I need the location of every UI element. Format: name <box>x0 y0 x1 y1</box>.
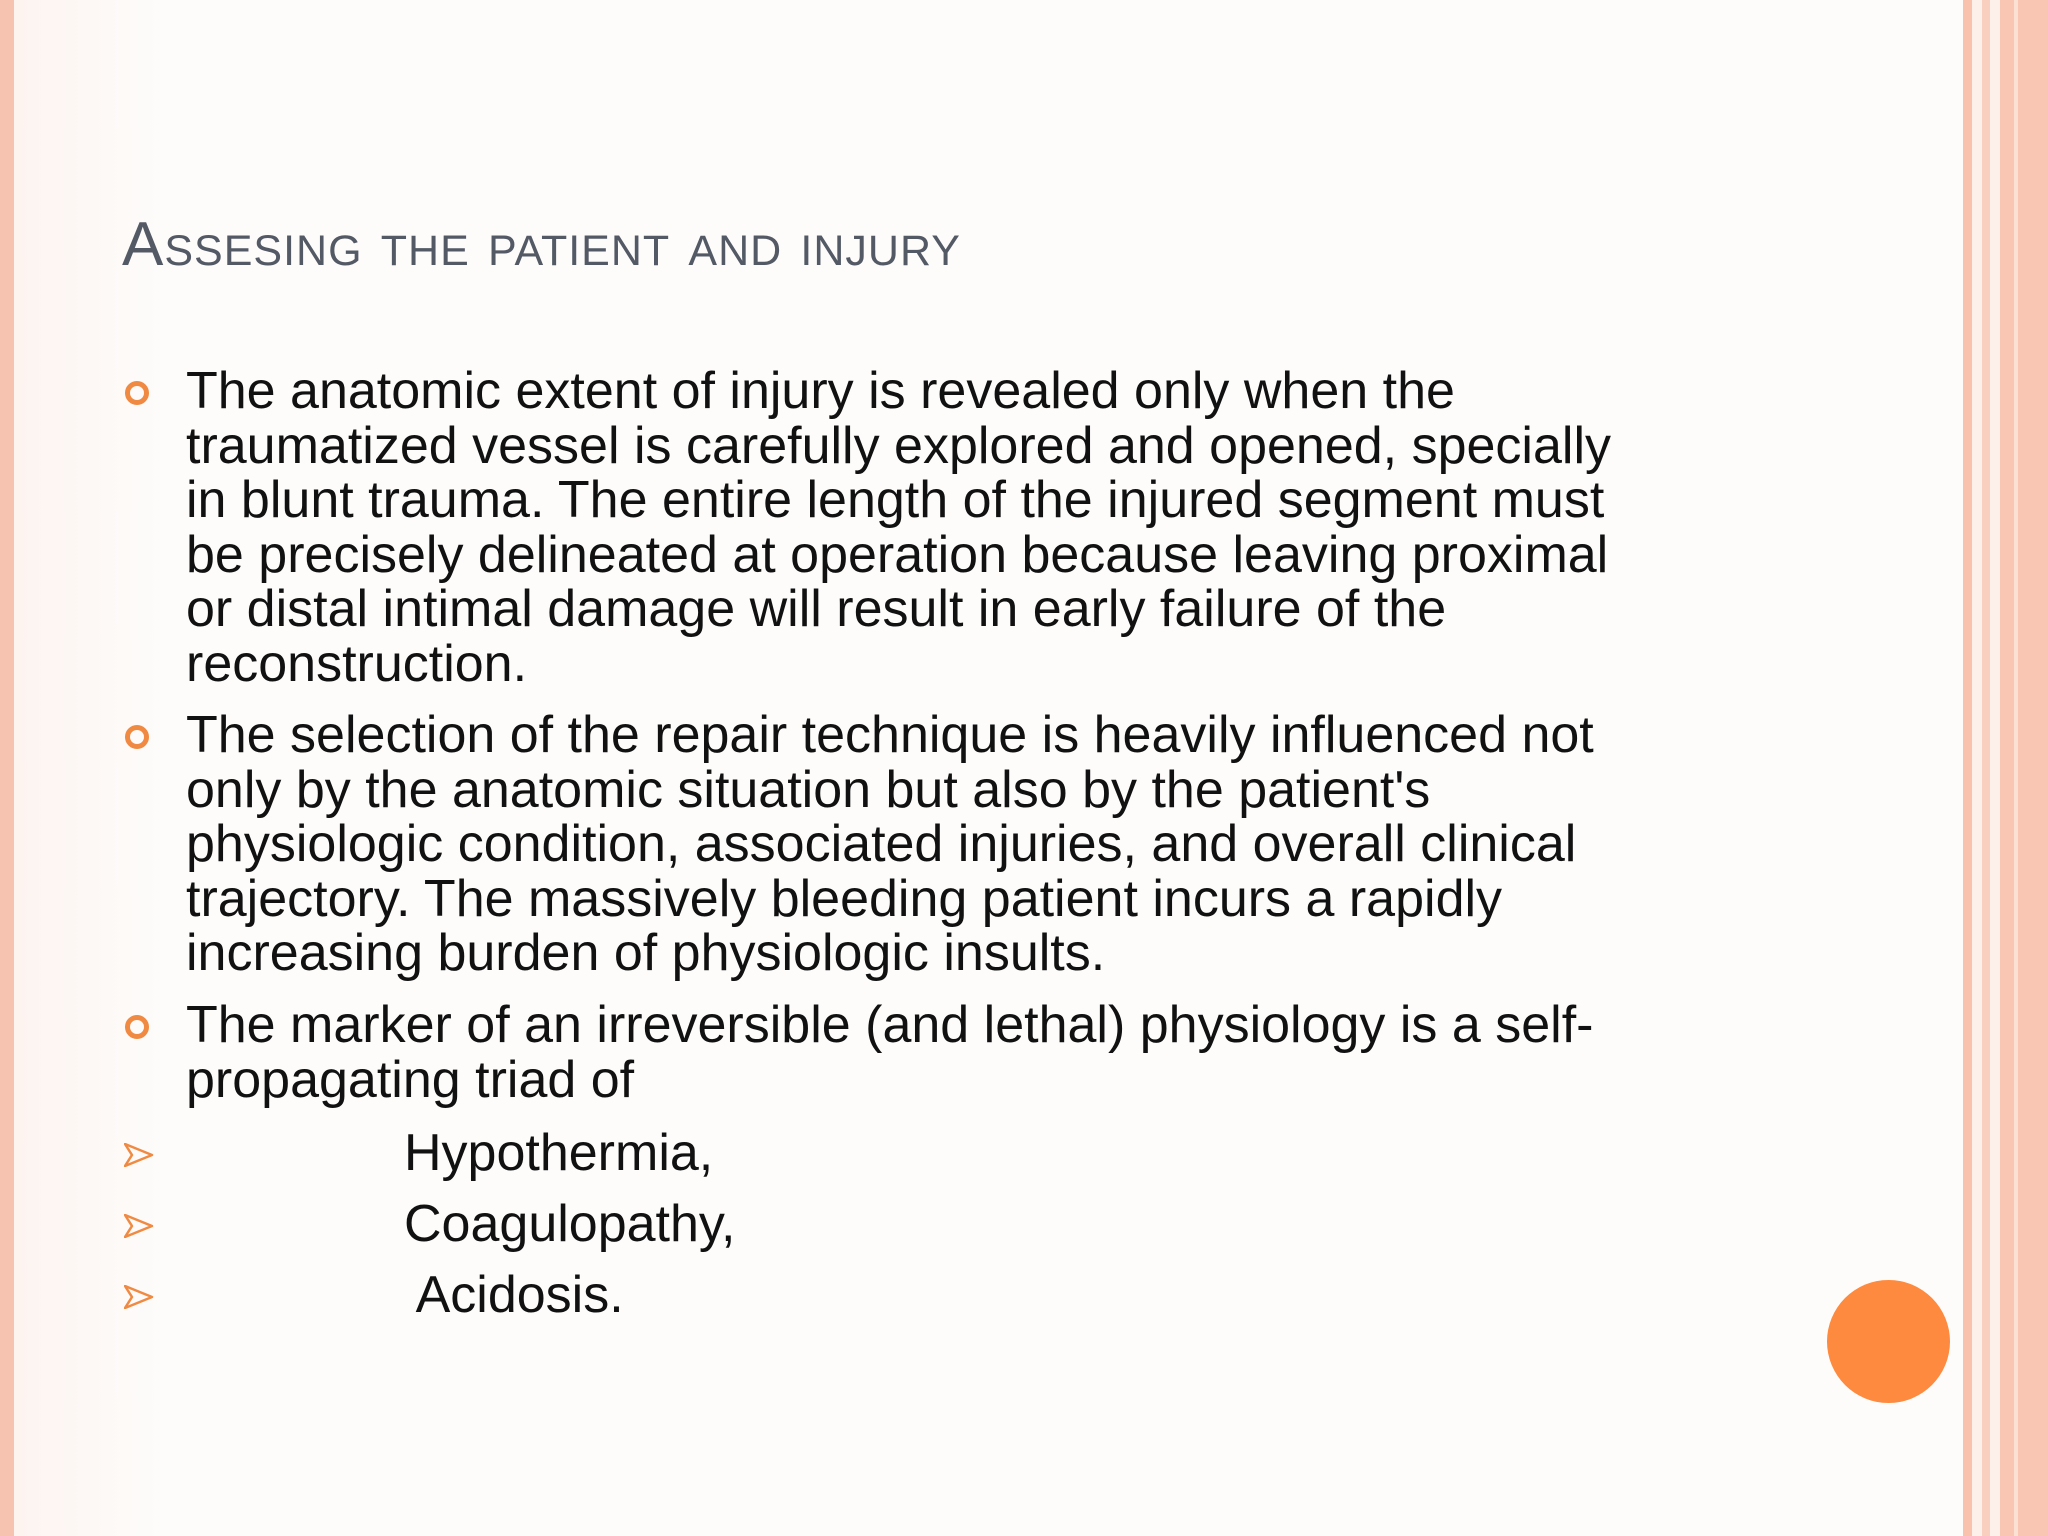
decorative-circle <box>1827 1280 1950 1403</box>
right-border-stripe <box>2014 0 2018 1536</box>
bullet-line: in blunt trauma. The entire length of the injured segment must <box>186 471 1605 529</box>
left-border-stripe <box>0 0 14 1536</box>
arrow-bullet-icon <box>124 1143 154 1167</box>
bullet-line: propagating triad of <box>186 1050 635 1109</box>
circle-bullet-icon <box>125 725 149 749</box>
bullet-line: only by the anatomic situation but also by the patient's <box>186 760 1431 819</box>
sub-item-text: Hypothermia, <box>404 1124 714 1182</box>
bullet-line: or distal intimal damage will result in early failure of the <box>186 580 1447 638</box>
bullet-line: trajectory. The massively bleeding patient incurs a rapidly <box>186 869 1503 928</box>
sub-item-text: Coagulopathy, <box>404 1195 736 1253</box>
sub-item-text: Acidosis. <box>404 1266 624 1324</box>
bullet-line: The marker of an irreversible (and lethal) physiology is a self- <box>186 996 1594 1054</box>
slide-title: Assesing the patient and injury <box>122 210 961 279</box>
bullet-line: be precisely delineated at operation because leaving proximal <box>186 525 1609 584</box>
circle-bullet-icon <box>125 1015 149 1039</box>
arrow-bullet-icon <box>124 1285 154 1309</box>
bullet-line: The selection of the repair technique is heavily influenced not <box>186 706 1594 764</box>
bullet-line: traumatized vessel is carefully explored and opened, specially <box>186 416 1611 475</box>
bullet-item <box>186 998 1786 1107</box>
right-border-stripe <box>1982 0 1990 1536</box>
circle-bullet-icon <box>125 381 149 405</box>
bullet-line: increasing burden of physiologic insults. <box>186 924 1106 982</box>
right-border-stripe <box>2000 0 2048 1536</box>
bullet-line: The anatomic extent of injury is revealed only when the <box>186 362 1455 420</box>
bullet-line: physiologic condition, associated injuries, and overall clinical <box>186 815 1577 873</box>
arrow-bullet-icon <box>124 1214 154 1238</box>
bullet-item <box>186 364 1786 691</box>
bullet-item <box>186 708 1786 981</box>
bullet-line: reconstruction. <box>186 634 528 693</box>
right-border-stripe <box>1963 0 1972 1536</box>
